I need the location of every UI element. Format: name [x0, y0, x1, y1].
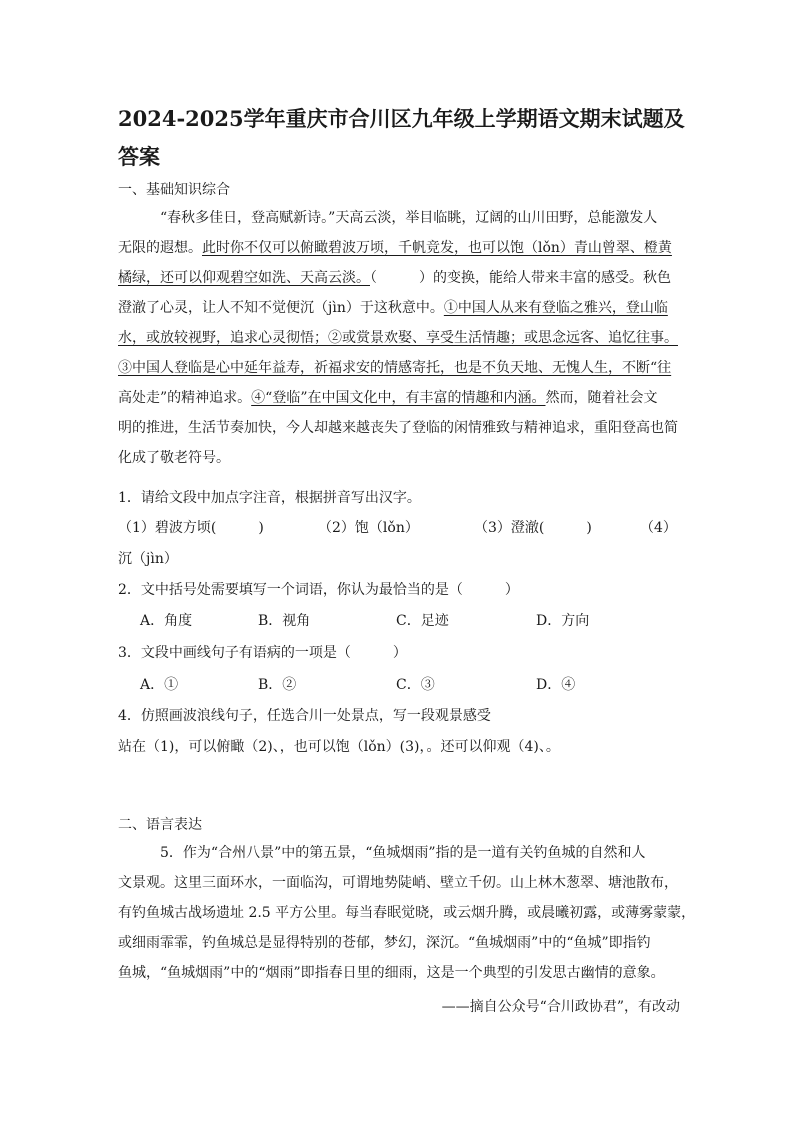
passage-text: （ ）的变换，能给人带来丰富的感受。秋色 — [370, 270, 671, 286]
passage-line — [118, 268, 680, 288]
passage-line: 化成了敬老符号。 — [118, 450, 230, 466]
question-1-stem: 1．请给文段中加点字注音，根据拼音写出汉字。 — [118, 490, 421, 506]
underlined-sentence: ③中国人登临是心中延年益寿，祈福求安的情感寄托，也是不负天地、无愧人生，不断“往 — [118, 360, 672, 376]
question-1-item: （2）饱（lǒn） — [318, 520, 419, 536]
passage-line — [118, 358, 680, 378]
passage-line: 或细雨霏霏，钓鱼城总是显得特别的苍郁，梦幻，深沉。“鱼城烟雨”中的“鱼城”即指钓 — [118, 935, 651, 951]
passage-text: 无限的遐想。 — [118, 240, 202, 256]
option-a: A．角度 — [140, 613, 193, 629]
question-4-answer: 站在（1)，可以俯瞰（2)、，也可以饱（lǒn）(3)，。还可以仰观（4)、。 — [118, 739, 560, 755]
wavy-underlined-text: 橘绿，还可以仰观碧空如洗、天高云淡。 — [118, 270, 370, 286]
question-1-item: （4） — [640, 520, 677, 536]
option-c: C．③ — [396, 677, 435, 693]
option-d: D．④ — [536, 677, 576, 693]
section-heading-expression: 二、语言表达 — [118, 817, 202, 833]
passage-line: 5．作为“合州八景”中的第五景，“鱼城烟雨”指的是一道有关钓鱼城的自然和人 — [160, 845, 646, 861]
option-b: B．② — [258, 677, 297, 693]
question-2-stem: 2．文中括号处需要填写一个词语，你认为最恰当的是（ ） — [118, 582, 519, 598]
passage-line: 有钓鱼城古战场遗址 2.5 平方公里。每当春眠觉晓，或云烟升腾，或晨曦初露，或薄雾蒙蒙， — [118, 905, 696, 921]
question-1-item: （3）澄澈( ) — [474, 520, 592, 536]
option-b: B．视角 — [258, 613, 311, 629]
passage-line — [118, 388, 680, 408]
passage-line: 文景观。这里三面环水，一面临沟，可谓地势陡峭、壁立千仞。山上林木葱翠、塘池散布， — [118, 875, 678, 891]
passage-text: 高处走”的精神追求。 — [118, 390, 252, 406]
question-4-stem: 4．仿照画波浪线句子，任选合川一处景点，写一段观景感受 — [118, 708, 491, 724]
passage-line — [118, 238, 680, 258]
source-attribution: ——摘自公众号“合川政协君”，有改动 — [441, 999, 680, 1015]
passage-text: 澄澈了心灵，让人不知不觉便沉（jìn）于这秋意中。 — [118, 300, 444, 316]
passage-line: “春秋多佳日，登高赋新诗。”天高云淡，举目临眺，辽阔的山川田野，总能激发人 — [160, 210, 658, 226]
section-heading-basic: 一、基础知识综合 — [118, 182, 230, 198]
passage-line: 明的推进，生活节奏加快，今人却越来越丧失了登临的闲情雅致与精神追求，重阳登高也简 — [118, 420, 678, 436]
passage-line — [118, 298, 680, 318]
wavy-underlined-text: 此时你不仅可以俯瞰碧波万顷，千帆竞发，也可以饱（lǒn）青山曾翠、橙黄 — [202, 240, 672, 256]
question-3-stem: 3．文段中画线句子有语病的一项是（ ） — [118, 645, 407, 661]
passage-line — [118, 328, 680, 348]
option-a: A．① — [140, 677, 179, 693]
underlined-sentence: 水，或放较视野，追求心灵彻悟；②或赏景欢娶、享受生活情趣；或思念远客、追忆往事。 — [118, 330, 678, 346]
document-title: 2024-2025学年重庆市合川区九年级上学期语文期末试题及答案 — [118, 106, 685, 169]
question-1-item: （1）碧波方顷( ) — [118, 520, 264, 536]
underlined-sentence: ①中国人从来有登临之雅兴，登山临 — [443, 300, 668, 316]
underlined-sentence: ④“登临”在中国文化中，有丰富的情趣和内涵。 — [251, 390, 546, 406]
option-c: C．足迹 — [396, 613, 449, 629]
question-1-item-continued: 沉（jìn） — [118, 551, 178, 567]
passage-line: 鱼城，“鱼城烟雨”中的“烟雨”即指春日里的细雨，这是一个典型的引发思古幽情的意象。 — [118, 965, 665, 981]
passage-text: 然而，随着社会文 — [545, 390, 658, 406]
option-d: D．方向 — [536, 613, 590, 629]
